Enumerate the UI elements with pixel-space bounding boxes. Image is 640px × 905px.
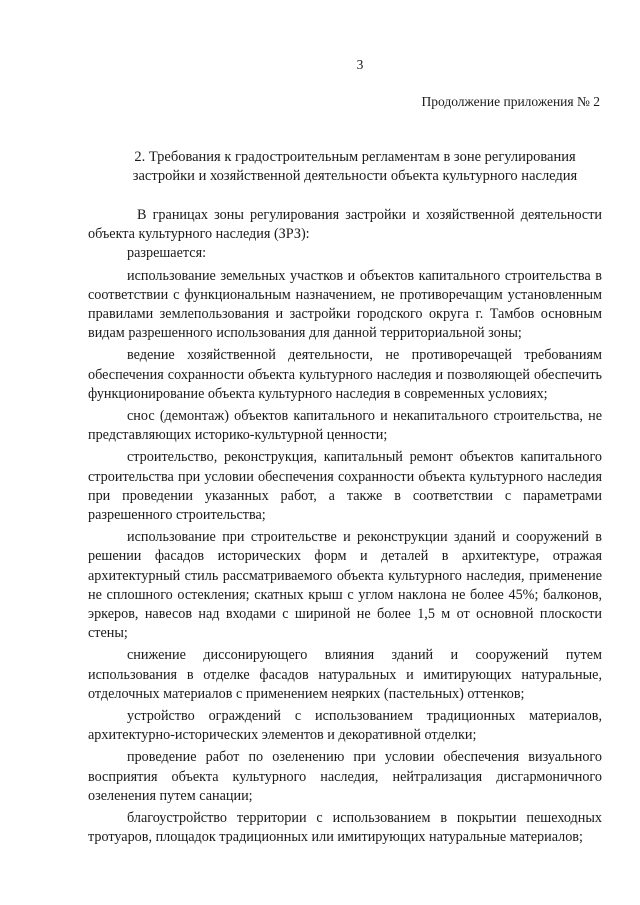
allowed-label: разрешается: [127,245,207,262]
section-title-line-2: застройки и хозяйственной деятельности объекта культурного наследия [132,168,578,184]
list-item: строительство, реконструкция, капитальный ремонт объектов капитального строительства при условии обеспечения сохранности объекта культурного наследия при проведении указанных работ, а также в соответствии с параметрами разрешенного строительства; [88,449,602,524]
appendix-note: Продолжение приложения № 2 [421,94,600,109]
list-item: устройство ограждений с использованием традиционных материалов, архитектурно-исторических элементов и декоративной отделки; [88,708,602,744]
list-item: использование при строительстве и реконструкции зданий и сооружений в решении фасадов исторических форм и деталей в архитектуре, отражая архитектурный стиль рассматриваемого объекта культурного наследия, применение не сплошного остекления; скатных крыш с углом наклона не более 45%; балконов, эркеров, навесов над входами с шириной не более 1,5 м от основной плоскости стены; [88,529,602,642]
intro-paragraph: В границах зоны регулирования застройки и хозяйственной деятельности объекта культурного наследия (ЗРЗ): [88,207,602,243]
list-item: использование земельных участков и объектов капитального строительства в соответствии с функциональным назначением, не противоречащим установленным правилами землепользования и застройки городского округа г. Тамбов основным видам разрешенного использования для данной территориальной зоны; [88,267,602,342]
section-title-line-1: 2. Требования к градостроительным регламентам в зоне регулирования [134,149,576,165]
section-title [108,148,602,186]
page-number: 3 [356,57,364,72]
list-item: ведение хозяйственной деятельности, не противоречащей требованиям обеспечения сохранности объекта культурного наследия и позволяющей обеспечить функционирование объекта культурного наследия в современных условиях; [88,347,602,402]
list-item: снижение диссонирующего влияния зданий и сооружений путем использования в отделке фасадов натуральных и имитирующих натуральные, отделочных материалов с применением неярких (пастельных) оттенков; [88,647,602,702]
list-item: проведение работ по озеленению при условии обеспечения визуального восприятия объекта культурного наследия, нейтрализация дисгармоничного озеленения путем санации; [88,749,602,804]
list-item: снос (демонтаж) объектов капитального и некапитального строительства, не представляющих историко-культурной ценности; [88,408,602,444]
document-body [88,206,602,851]
list-item: благоустройство территории с использованием в покрытии пешеходных тротуаров, площадок традиционных или имитирующих натуральные материалов; [88,810,602,846]
